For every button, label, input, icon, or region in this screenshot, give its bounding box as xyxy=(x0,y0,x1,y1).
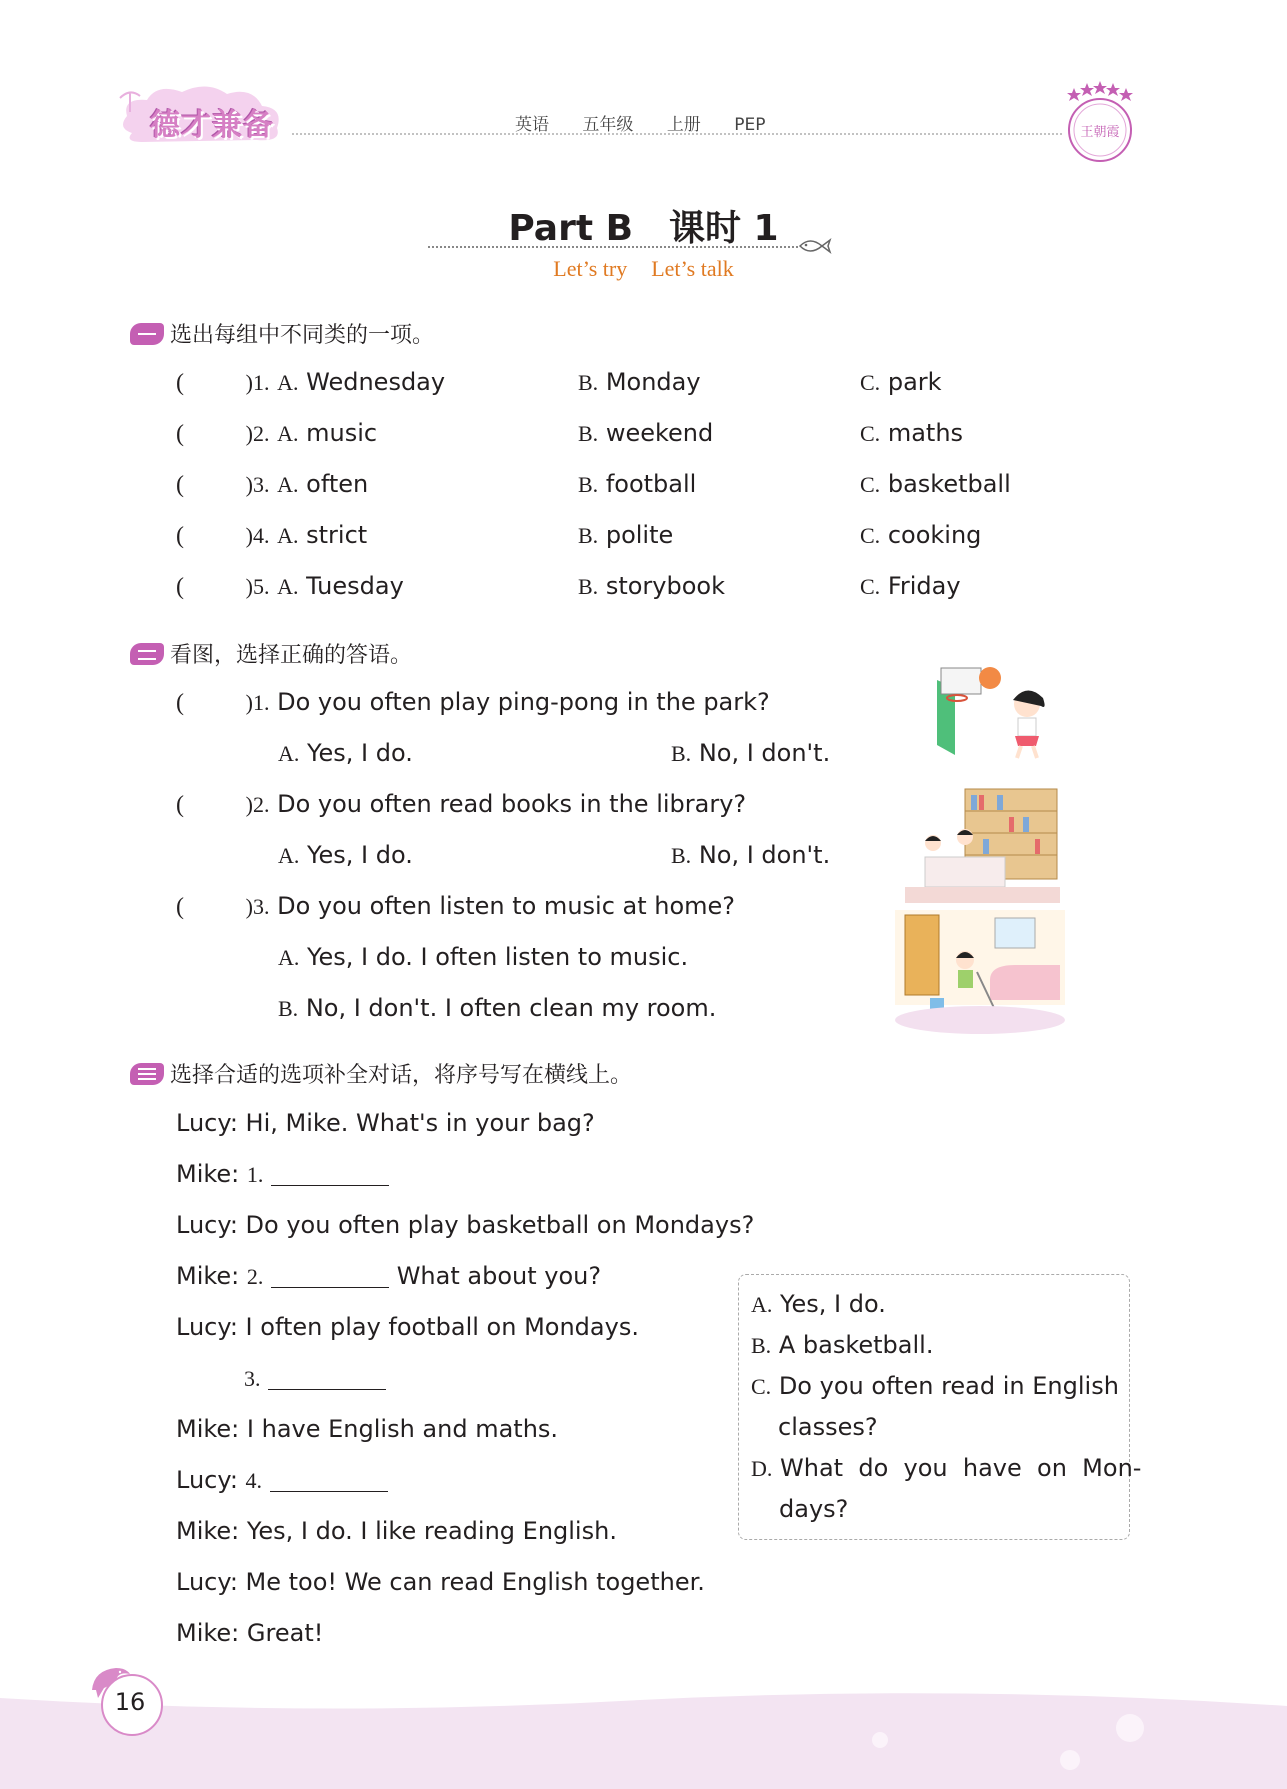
option-text: Yes, I do. xyxy=(307,841,413,869)
option-b: football xyxy=(605,470,697,498)
option-c: Friday xyxy=(887,572,961,600)
answer-paren[interactable]: ( xyxy=(176,690,184,716)
option-d-continued: days? xyxy=(779,1495,849,1523)
line-text: What about you? xyxy=(396,1262,602,1290)
answer-option-b xyxy=(671,840,830,871)
dialogue-line xyxy=(176,1567,705,1597)
section3-heading xyxy=(130,1058,632,1089)
option-letter: C. xyxy=(860,421,881,446)
dialogue-line xyxy=(176,1108,595,1138)
question-text: Do you often read books in the library? xyxy=(277,790,747,818)
edition-label: PEP xyxy=(734,115,766,135)
question-number: )3. xyxy=(245,472,270,497)
option-c-cell xyxy=(860,469,1011,500)
line-text: Me too! We can read English together. xyxy=(245,1568,705,1596)
answer-paren[interactable]: ( xyxy=(176,574,184,600)
answer-paren[interactable]: ( xyxy=(176,370,184,396)
page-subtitle xyxy=(0,256,1287,282)
option-b xyxy=(751,1330,933,1361)
option-letter: C. xyxy=(860,472,881,497)
subtitle-lets-talk: Let’s talk xyxy=(651,256,734,281)
section-number-two-icon xyxy=(130,643,164,665)
option-text: Do you often read in English xyxy=(778,1372,1119,1400)
answer-blank[interactable] xyxy=(271,1163,389,1186)
option-a: Wednesday xyxy=(306,368,446,396)
option-letter: A. xyxy=(277,421,299,446)
option-b-cell xyxy=(578,418,713,449)
answer-paren[interactable]: ( xyxy=(176,472,184,498)
answer-paren[interactable]: ( xyxy=(176,894,184,920)
badge-text: 王朝霞 xyxy=(1080,125,1120,140)
option-b: polite xyxy=(605,521,674,549)
option-b-cell xyxy=(578,520,673,551)
answer-option-b xyxy=(278,993,716,1024)
option-letter: B. xyxy=(578,523,599,548)
speaker: Mike: xyxy=(176,1415,240,1443)
question-number: )1. xyxy=(245,690,270,715)
answer-paren[interactable]: ( xyxy=(176,792,184,818)
line-text: Hi, Mike. What's in your bag? xyxy=(245,1109,595,1137)
question-number: )4. xyxy=(245,523,270,548)
line-text: Do you often play basketball on Mondays? xyxy=(245,1211,755,1239)
option-letter: A. xyxy=(278,741,300,766)
dialogue-line xyxy=(176,1312,639,1342)
speaker: Lucy: xyxy=(176,1568,238,1596)
option-a: often xyxy=(306,470,369,498)
blank-number: 4. xyxy=(245,1468,263,1493)
option-letter: B. xyxy=(578,370,599,395)
option-b-cell xyxy=(578,469,696,500)
option-letter: C. xyxy=(860,574,881,599)
option-letter: B. xyxy=(278,996,299,1021)
option-letter: A. xyxy=(277,523,299,548)
dialogue-line xyxy=(176,1516,617,1546)
answer-option-a xyxy=(278,738,413,769)
question-number: )1. xyxy=(245,370,270,395)
subtitle-lets-try: Let’s try xyxy=(553,256,628,281)
question-row xyxy=(176,571,404,602)
option-letter: B. xyxy=(578,421,599,446)
dialogue-line xyxy=(176,1210,754,1240)
option-letter: A. xyxy=(278,945,300,970)
answer-blank[interactable] xyxy=(271,1265,389,1288)
option-b: storybook xyxy=(605,572,725,600)
option-c: cooking xyxy=(887,521,982,549)
page-title: Part B 课时 1 xyxy=(508,208,779,249)
option-a: music xyxy=(306,419,378,447)
question-row xyxy=(176,418,377,449)
option-c: maths xyxy=(887,419,964,447)
girl-cleaning-room-illustration xyxy=(895,910,1065,1035)
option-text: No, I don't. xyxy=(698,841,831,869)
speaker: Mike: xyxy=(176,1262,240,1290)
blank-number: 2. xyxy=(246,1264,264,1289)
dialogue-line xyxy=(176,1261,601,1292)
grade-label: 五年级 xyxy=(582,115,634,135)
speaker: Lucy: xyxy=(176,1109,238,1137)
question-row xyxy=(176,469,368,500)
page-number: 16 xyxy=(114,1688,146,1716)
option-text: Yes, I do. xyxy=(780,1290,886,1318)
library-illustration xyxy=(905,785,1060,903)
section1-heading xyxy=(130,318,434,349)
option-letter: B. xyxy=(671,741,692,766)
volume-label: 上册 xyxy=(666,115,701,135)
options-box xyxy=(738,1274,1142,1540)
section2-heading-text: 看图，选择正确的答语。 xyxy=(170,643,413,668)
option-letter: B. xyxy=(751,1333,772,1358)
option-text: What do you have on Mon- xyxy=(780,1454,1142,1482)
option-a: strict xyxy=(306,521,368,549)
answer-option-a xyxy=(278,942,688,973)
option-letter: A. xyxy=(277,370,299,395)
header-info xyxy=(515,110,783,135)
speaker: Mike: xyxy=(176,1619,240,1647)
question-text: Do you often play ping-pong in the park? xyxy=(277,688,770,716)
logo-text: 德才兼备 xyxy=(150,108,274,143)
answer-blank[interactable] xyxy=(270,1469,388,1492)
dialogue-line xyxy=(176,1159,389,1190)
dialogue-line xyxy=(176,1618,323,1648)
subject-label: 英语 xyxy=(515,115,549,135)
option-letter: A. xyxy=(278,843,300,868)
option-c-cell xyxy=(860,571,961,602)
question-row xyxy=(176,367,445,398)
option-b-cell xyxy=(578,367,701,398)
answer-option-b xyxy=(671,738,830,769)
option-c-cell xyxy=(860,520,981,551)
question-number: )2. xyxy=(245,792,270,817)
brand-badge-icon xyxy=(1060,78,1140,166)
option-letter: A. xyxy=(277,574,299,599)
option-text: A basketball. xyxy=(778,1331,934,1359)
option-text: Yes, I do. xyxy=(307,739,413,767)
question-number: )2. xyxy=(245,421,270,446)
option-c: park xyxy=(887,368,942,396)
option-letter: B. xyxy=(578,472,599,497)
girl-basketball-illustration xyxy=(905,660,1060,760)
line-text: Yes, I do. I like reading English. xyxy=(246,1517,617,1545)
dialogue-line xyxy=(244,1363,386,1394)
option-text: No, I don't. I often clean my room. xyxy=(305,994,717,1022)
section2-heading xyxy=(130,638,412,669)
option-letter: C. xyxy=(860,523,881,548)
speaker: Mike: xyxy=(176,1160,240,1188)
footer-wave xyxy=(0,1690,1287,1789)
option-b: weekend xyxy=(605,419,714,447)
option-letter: A. xyxy=(751,1292,773,1317)
question-row xyxy=(176,687,770,718)
option-a: Tuesday xyxy=(306,572,404,600)
dialogue-line xyxy=(176,1414,558,1444)
question-row xyxy=(176,520,367,551)
question-row xyxy=(176,789,746,820)
blank-number: 1. xyxy=(246,1162,264,1187)
option-d xyxy=(751,1453,1141,1484)
speaker: Lucy: xyxy=(176,1313,238,1341)
fish-icon xyxy=(798,236,832,256)
line-text: I often play football on Mondays. xyxy=(245,1313,639,1341)
answer-blank[interactable] xyxy=(268,1367,386,1390)
option-b-cell xyxy=(578,571,725,602)
section-number-three-icon xyxy=(130,1063,164,1085)
answer-paren[interactable]: ( xyxy=(176,523,184,549)
answer-paren[interactable]: ( xyxy=(176,421,184,447)
question-number: )5. xyxy=(245,574,270,599)
option-letter: C. xyxy=(751,1374,772,1399)
option-text: No, I don't. xyxy=(698,739,831,767)
dialogue-line xyxy=(176,1465,388,1496)
speaker: Mike: xyxy=(176,1517,240,1545)
answer-option-a xyxy=(278,840,413,871)
question-text: Do you often listen to music at home? xyxy=(277,892,736,920)
option-b: Monday xyxy=(605,368,701,396)
option-c-cell xyxy=(860,367,942,398)
option-letter: D. xyxy=(751,1456,773,1481)
section1-heading-text: 选出每组中不同类的一项。 xyxy=(170,323,435,348)
option-letter: A. xyxy=(277,472,299,497)
speaker: Lucy: xyxy=(176,1466,238,1494)
option-letter: B. xyxy=(578,574,599,599)
speaker: Lucy: xyxy=(176,1211,238,1239)
blank-number: 3. xyxy=(244,1366,261,1391)
section-number-one-icon xyxy=(130,323,164,345)
line-text: I have English and maths. xyxy=(246,1415,559,1443)
option-c: basketball xyxy=(887,470,1011,498)
option-text: Yes, I do. I often listen to music. xyxy=(307,943,689,971)
option-a xyxy=(751,1289,886,1320)
option-c-cell xyxy=(860,418,963,449)
title-underline xyxy=(428,246,798,248)
section3-heading-text: 选择合适的选项补全对话，将序号写在横线上。 xyxy=(170,1063,633,1088)
option-c-continued: classes? xyxy=(778,1413,878,1441)
option-c xyxy=(751,1371,1119,1402)
question-row xyxy=(176,891,735,922)
line-text: Great! xyxy=(246,1619,324,1647)
option-letter: C. xyxy=(860,370,881,395)
question-number: )3. xyxy=(245,894,270,919)
option-letter: B. xyxy=(671,843,692,868)
